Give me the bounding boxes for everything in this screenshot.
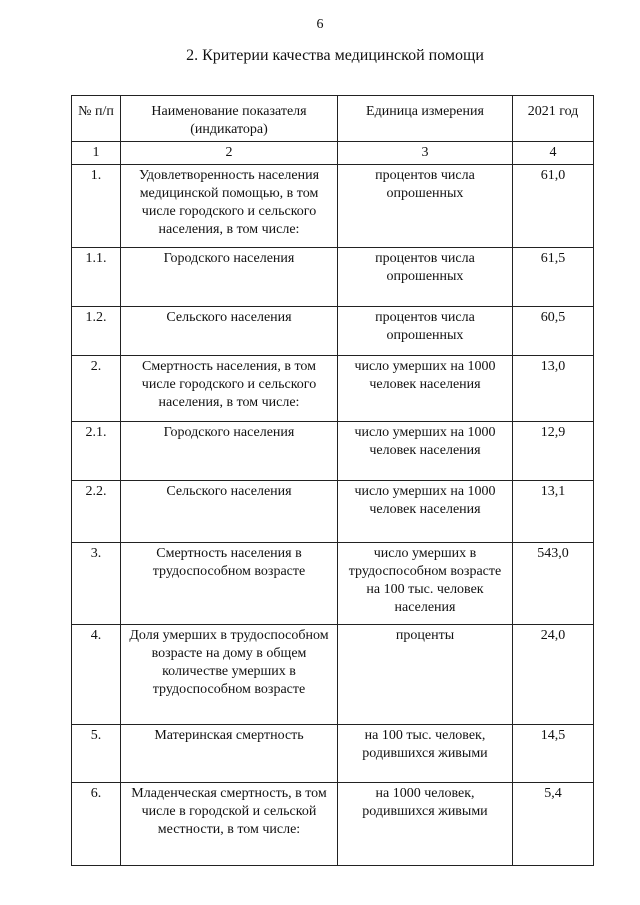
unit-of-measure: процентов числа опрошенных <box>338 165 513 248</box>
column-number-row <box>72 142 594 165</box>
row-number: 1.1. <box>72 248 121 307</box>
indicator-value: 13,0 <box>513 356 594 422</box>
row-number: 4. <box>72 625 121 725</box>
indicator-value: 13,1 <box>513 481 594 543</box>
indicator-name: Городского населения <box>121 422 338 481</box>
unit-of-measure: проценты <box>338 625 513 725</box>
row-number: 2.2. <box>72 481 121 543</box>
unit-of-measure: число умерших в трудоспособном возрасте на 100 тыс. человек населения <box>338 543 513 625</box>
row-number: 6. <box>72 783 121 866</box>
column-number: 2 <box>121 142 338 165</box>
indicator-value: 61,5 <box>513 248 594 307</box>
indicator-name: Сельского населения <box>121 481 338 543</box>
row-number: 1. <box>72 165 121 248</box>
table-row <box>72 165 594 248</box>
indicator-value: 5,4 <box>513 783 594 866</box>
column-number: 1 <box>72 142 121 165</box>
indicator-name: Смертность населения в трудоспособном возрасте <box>121 543 338 625</box>
indicator-name: Младенческая смертность, в том числе в городской и сельской местности, в том числе: <box>121 783 338 866</box>
page-number: 6 <box>316 17 324 32</box>
indicator-value: 24,0 <box>513 625 594 725</box>
indicator-name: Удовлетворенность населения медицинской помощью, в том числе городского и сельского населения, в том числе: <box>121 165 338 248</box>
indicator-name: Смертность населения, в том числе городского и сельского населения, в том числе: <box>121 356 338 422</box>
row-number: 5. <box>72 725 121 783</box>
table-row <box>72 481 594 543</box>
table-row <box>72 307 594 356</box>
indicator-value: 61,0 <box>513 165 594 248</box>
row-number: 1.2. <box>72 307 121 356</box>
unit-of-measure: на 1000 человек, родившихся живыми <box>338 783 513 866</box>
indicator-value: 543,0 <box>513 543 594 625</box>
indicator-name: Материнская смертность <box>121 725 338 783</box>
unit-of-measure: число умерших на 1000 человек населения <box>338 481 513 543</box>
indicator-name: Сельского населения <box>121 307 338 356</box>
row-number: 2.1. <box>72 422 121 481</box>
table-row <box>72 725 594 783</box>
indicator-value: 14,5 <box>513 725 594 783</box>
table-row <box>72 248 594 307</box>
header-number: № п/п <box>72 96 121 142</box>
indicator-name: Доля умерших в трудоспособном возрасте на дому в общем количестве умерших в трудоспособном возрасте <box>121 625 338 725</box>
table-row <box>72 356 594 422</box>
header-unit: Единица измерения <box>338 96 513 142</box>
unit-of-measure: на 100 тыс. человек, родившихся живыми <box>338 725 513 783</box>
unit-of-measure: процентов числа опрошенных <box>338 307 513 356</box>
table-row <box>72 422 594 481</box>
column-number: 4 <box>513 142 594 165</box>
section-title: 2. Критерии качества медицинской помощи <box>186 47 484 64</box>
unit-of-measure: число умерших на 1000 человек населения <box>338 356 513 422</box>
unit-of-measure: число умерших на 1000 человек населения <box>338 422 513 481</box>
indicator-value: 60,5 <box>513 307 594 356</box>
header-year: 2021 год <box>513 96 594 142</box>
column-number: 3 <box>338 142 513 165</box>
table-header-row <box>72 96 594 142</box>
indicator-value: 12,9 <box>513 422 594 481</box>
criteria-table <box>71 95 594 866</box>
header-indicator-name: Наименование показателя (индикатора) <box>121 96 338 142</box>
table-row <box>72 625 594 725</box>
row-number: 3. <box>72 543 121 625</box>
table-row <box>72 783 594 866</box>
table-row <box>72 543 594 625</box>
unit-of-measure: процентов числа опрошенных <box>338 248 513 307</box>
row-number: 2. <box>72 356 121 422</box>
indicator-name: Городского населения <box>121 248 338 307</box>
